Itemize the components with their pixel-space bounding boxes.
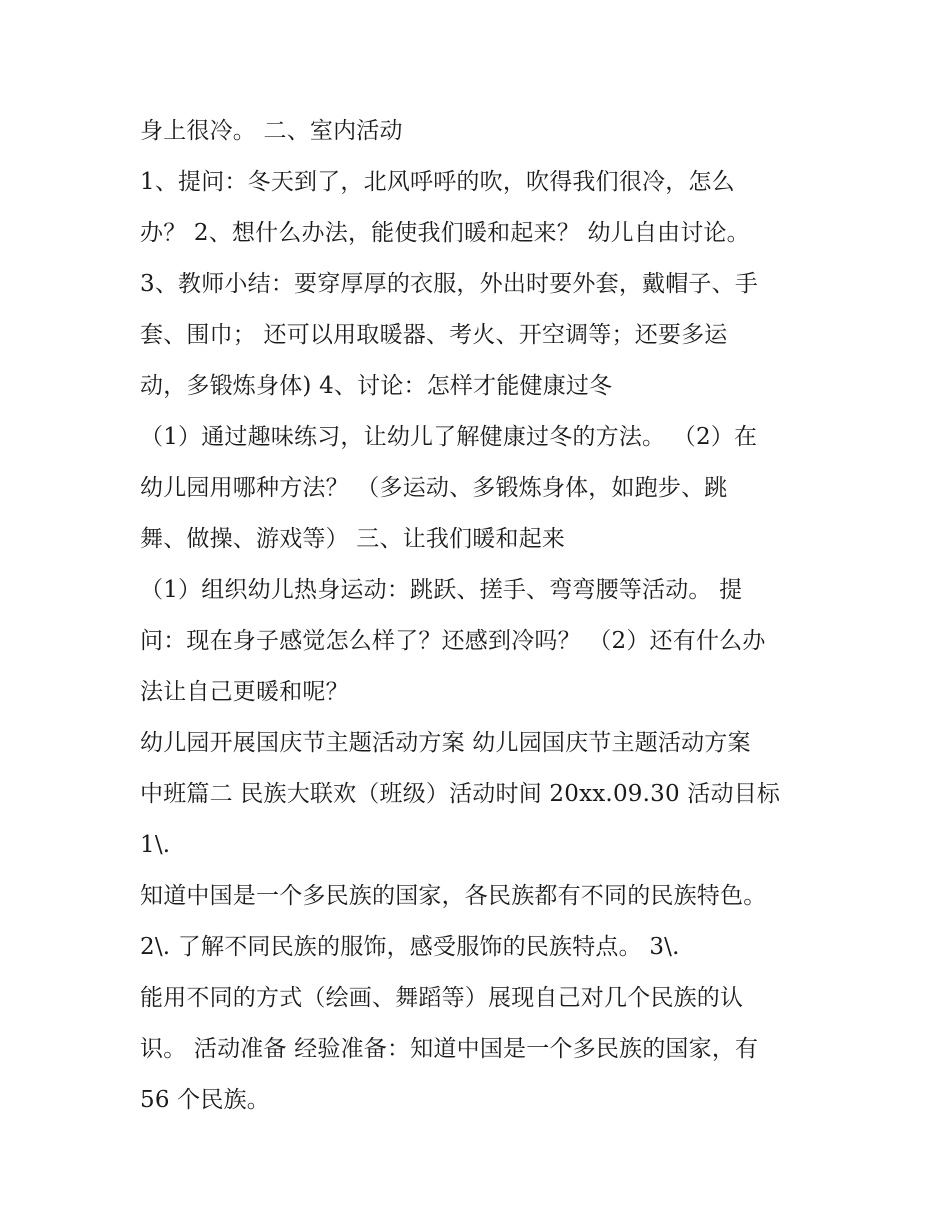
text-line: 知道中国是一个多民族的国家，各民族都有不同的民族特色。: [140, 883, 767, 909]
text-line: 法让自己更暖和呢？: [140, 679, 349, 705]
text-line: 1\.: [140, 832, 171, 858]
text-line: 1、提问：冬天到了，北风呼呼的吹，吹得我们很冷，怎么: [140, 169, 735, 195]
text-line: 中班篇二 民族大联欢（班级）活动时间 20xx.09.30 活动目标: [140, 781, 781, 807]
text-line: 办？ 2、想什么办法，能使我们暖和起来？ 幼儿自由讨论。: [140, 220, 750, 246]
text-line: 2\. 了解不同民族的服饰，感受服饰的民族特点。 3\.: [140, 934, 680, 960]
text-line: 识。 活动准备 经验准备：知道中国是一个多民族的国家，有: [140, 1036, 759, 1062]
text-line: 56 个民族。: [140, 1087, 270, 1113]
text-line: 问：现在身子感觉怎么样了？还感到冷吗？ （2）还有什么办: [140, 628, 766, 654]
text-line: 幼儿园开展国庆节主题活动方案 幼儿园国庆节主题活动方案: [140, 730, 751, 756]
text-line: 3、教师小结：要穿厚厚的衣服，外出时要外套，戴帽子、手: [140, 271, 759, 297]
text-line: （1）组织幼儿热身运动：跳跃、搓手、弯弯腰等活动。 提: [140, 577, 743, 603]
text-line: 舞、做操、游戏等） 三、让我们暖和起来: [140, 526, 566, 552]
text-line: 幼儿园用哪种方法？ （多运动、多锻炼身体，如跑步、跳: [140, 475, 728, 501]
document-body: [140, 106, 820, 1126]
text-line: 套、围巾； 还可以用取暖器、考火、开空调等；还要多运: [140, 322, 728, 348]
text-line: 动，多锻炼身体) 4、讨论：怎样才能健康过冬: [140, 373, 613, 399]
text-line: 能用不同的方式（绘画、舞蹈等）展现自己对几个民族的认: [140, 985, 744, 1011]
text-line: （1）通过趣味练习，让幼儿了解健康过冬的方法。 （2）在: [140, 424, 758, 450]
text-line: 身上很冷。 二、室内活动: [140, 118, 403, 144]
